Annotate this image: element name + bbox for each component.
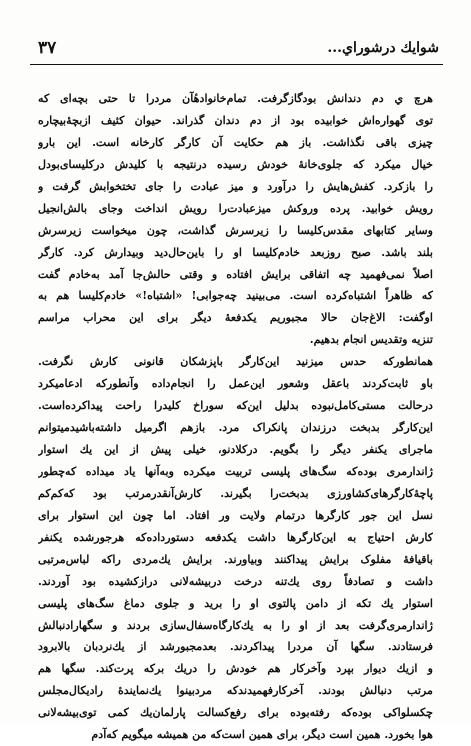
text-line: ماجرای یکنفر دیگر را بگویم. درکلادنو، خیلی پیش از این یك استوار [38,443,433,456]
text-line: رویش خوابید. پرده ورو‌کش میزعبادت‌را رویش انداخت وجای بالش‌انجیل [38,201,433,215]
text-line: هوا بخورد. همین است دیگر، برای همین است‌که من همیشه میگویم که‌آدم [91,728,433,742]
running-title: شوايك درشوراي... [327,40,439,56]
text-line: مرتب دنبالش بودند. آخرکارفهمیدندکه مردبینوا یك‌نمایندهٔ رادیکال‌مجلس [38,684,433,698]
text-line: درحالت مستی‌کامل‌نبوده بدلیل این‌که سوراخ کلیدرا راحت پیداکرده‌است. [38,399,433,413]
text-line: باو ثابت‌کردند باعقل وشعور این‌عمل را انجام‌داده وآنطورکه ادعامیکرد [38,377,433,391]
text-line: که ظاهراً اشتباه‌کرده است. می‌بینید چه‌جوابی! «اشتباه!» خادم‌کلیسا هم به [38,289,433,303]
text-line: تنزیه وتقدیس انجام بدهیم. [309,333,433,347]
text-line: ژاندارمری بوده‌که سگ‌های پلیسی تربیت میکرده وبه‌آنها یاد میداده که‌چطور [38,464,433,478]
body-text [38,88,433,746]
text-line: وسایر کتابهای مقدس‌کلیسا را زیرسرش گذاشت، چون میخواست زیرسرش [38,223,433,237]
text-line: باقیافهٔ مفلوک برایش پیداکنند وبیاورند. برایش یك‌مردی راکه لباس‌مرتبی [38,552,433,566]
header-rule [30,64,443,65]
page-number: ۳۷ [38,38,57,58]
text-line: توی گهواره‌اش خوابیده بود از دم دندان گذراند. حیوان کثیف ازبچهٔ‌بیچاره [38,113,433,127]
text-line: چکسلواکی بوده‌که رفته‌بوده برای رفع‌کسالت پارلمان‌یك کمی توی‌بیشه‌لانی [38,706,433,720]
text-line: هرچ ي دم دندانش بودگازگرفت. تمام‌خانوادهٔآن مردرا تا حتی بچه‌ای که [38,92,433,105]
text-line: داشت و تصادفاً روی یك‌تنه درخت دربیشه‌لانی درازکشیده بود آوردند. [38,574,433,588]
text-line: و ازیك دیوار بپرد وآخرکار هم خودش را دریك برکه پرت‌کند. سگها هم [38,662,433,676]
text-line: اوگفت: الاغ‌جان حالا مجبوریم یکدفعهٔ دیگر برای این محراب مراسم [38,311,433,325]
text-line: بلند باشد. صبح روزبعد خادم‌کلیسا او را باین‌حال‌دید وبیدارش کرد. کارگر [38,245,433,259]
text-line: خیال میکرد که جلوی‌خانهٔ خودش رسیده درنتیجه با کلیدش درکلیسای‌بودل [38,157,433,171]
text-line: همانطورکه حدس میزنید این‌کارگر باپزشکان قانونی کارش نگرفت. [38,355,433,369]
text-line: نسل این جور کارگرها درتمام ولایت ور افتاد. اما چون این استوار برای [38,508,433,522]
page-header [30,36,443,64]
text-line: ژاندارمری‌گرفت بعد از او را به یك‌کارگاه‌سفال‌سازی بردند و سگهارادنبالش [38,618,433,632]
text-line: کارش احتیاج به این‌کارگرها داشت یکدفعه دستورداده‌که هرجورشده یکنفر [38,530,433,544]
text-line: چیزی باقی نگذاشت. باز هم حکایت آن کارگر کارخانه است. این بارو [38,135,433,149]
text-line: را بازکرد. کفش‌هایش را درآورد و میز عبادت را جای تختخوابش گرفت و [38,179,433,193]
text-line: فرستادند. سگها آن مردرا پیداکردند. بعدمجبورشد از یك‌نردبان بالابرود [38,640,433,654]
text-line: اصلاً نمی‌فهمید چه اتفاقی برایش افتاده و وقتی حالش‌جا آمد به‌خادم گفت [38,267,433,281]
text-line: این‌کارگر بدبخت درزندان پانکراک مرد. بازهم اگرمیل داشته‌باشیدمیتوانم [38,421,433,435]
text-line: استوار یك تکه از دامن پالتوی او را برید و جلوی دماغ سگ‌های پلیسی [38,596,433,610]
text-line: پاچهٔ‌کارگرهای‌کشاورزی بدبخت‌را بگیرند. کارش‌آنقدرمرتب بود که‌کم‌کم [38,486,433,500]
